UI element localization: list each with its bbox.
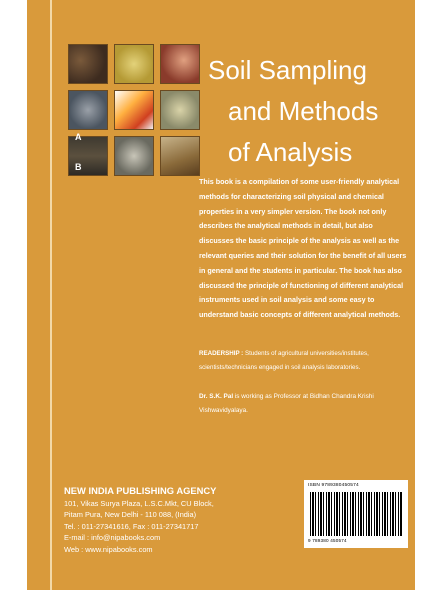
publisher-block [64,485,294,555]
soil-photo-grid [68,44,202,178]
publisher-email: E-mail : info@nipabooks.com [64,533,161,543]
author-text: is working as Professor at Bidhan Chandra Krishi Vishwavidyalaya. [199,393,374,414]
readership-text: Students of agricultural universities/institutes, scientists/technicians engaged in soil analysis laboratories. [199,350,369,371]
publisher-phone: Tel. : 011-27341616, Fax : 011-27341717 [64,521,199,531]
soil-photo-6 [160,90,200,130]
soil-photo-4 [68,90,108,130]
soil-photo-7 [68,136,108,176]
photo-label-b: B [75,162,82,172]
author-name: Dr. S.K. Pal [199,393,234,400]
photo-label-a: A [75,132,82,142]
readership-label: READERSHIP : [199,350,244,357]
barcode-bars [310,492,402,536]
isbn-top-text: ISBN 9789380450574 [308,483,359,488]
title-line-1: Soil Sampling [208,55,367,85]
publisher-address-1: 101, Vikas Surya Plaza, L.S.C.Mkt, CU Block, [64,499,214,508]
publisher-name: NEW INDIA PUBLISHING AGENCY [64,485,217,496]
isbn-bottom-text: 9 789380 450574 [308,538,347,543]
author-bio [199,390,409,418]
publisher-web: Web : www.nipabooks.com [64,544,153,554]
book-title [208,50,413,173]
publisher-address-2: Pitam Pura, New Delhi - 110 088, (India) [64,510,197,520]
title-line-3: of Analysis [228,137,353,167]
soil-photo-3 [160,44,200,84]
soil-photo-2 [114,44,154,84]
soil-photo-8 [114,136,154,176]
isbn-barcode [304,480,408,548]
readership [199,347,409,375]
spine-stripe [50,0,52,590]
soil-photo-9 [160,136,200,176]
soil-photo-5 [114,90,154,130]
title-line-2: and Methods [228,96,379,126]
book-description: This book is a compilation of some user-friendly analytical methods for characterizing soil physical and chemical properties in a very simpler version. The book not only describes the analytical methods in detail, but also discusses the basic principle of the analysis as well as the relevant queries and their solution for the benefit of all users in general and the students in particular. The book has also discussed the principle of functioning of different analytical instruments used in soil analysis and some easy to understand basic concepts of different analytical methods. [199,177,407,320]
soil-photo-1 [68,44,108,84]
